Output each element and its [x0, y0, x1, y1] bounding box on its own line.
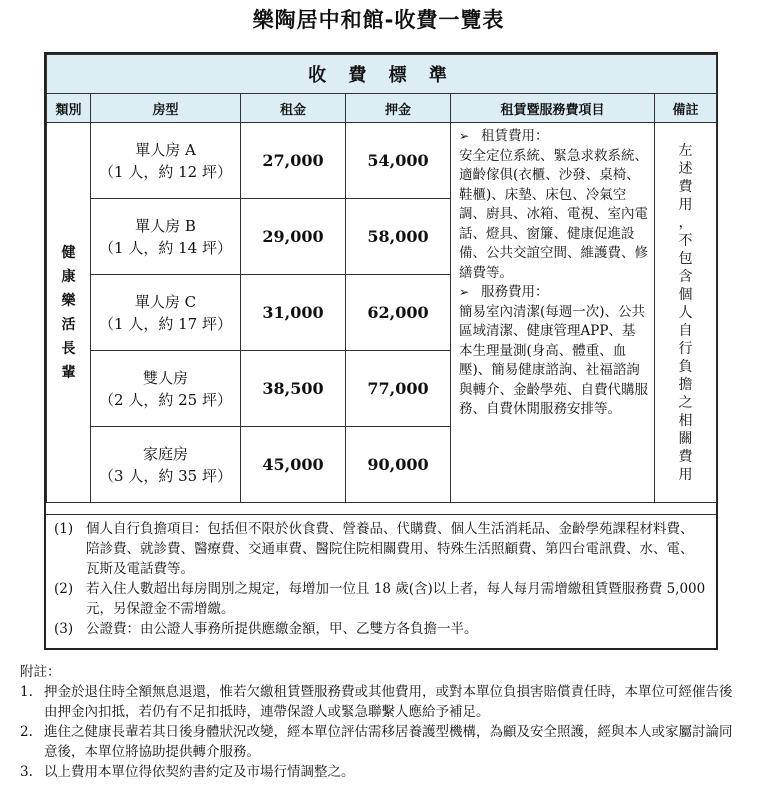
table-banner: 收 費 標 準 [47, 55, 717, 94]
rent-cell: 31,000 [241, 275, 346, 351]
header-room-type: 房型 [91, 94, 241, 123]
rent-cell: 45,000 [241, 427, 346, 503]
header-category: 類別 [47, 94, 91, 123]
footnote-item: (1) 個人自行負擔項目：包括但不限於伙食費、營養品、代購費、個人生活消耗品、金齡學苑課程材料費、陪診費、就診費、醫療費、交通車費、醫院住院相關費用、特殊生活照顧費、第四台電訊費、水、電、瓦斯及電話費等。 [54, 521, 694, 577]
header-items: 租賃暨服務費項目 [451, 94, 655, 123]
fee-table [46, 54, 717, 503]
rent-cell: 27,000 [241, 123, 346, 199]
rent-cell: 29,000 [241, 199, 346, 275]
header-rent: 租金 [241, 94, 346, 123]
deposit-cell: 77,000 [346, 351, 451, 427]
appendix-item: 1. 押金於退住時全額無息退還，惟若欠繳租賃暨服務費或其他費用，或對本單位負損害賠償責任時，本單位可經催告後由押金內扣抵，若仍有不足扣抵時，連帶保證人或緊急聯繫人應給予補足。 [20, 684, 733, 720]
room-type-cell: 單人房 C （1 人，約 17 坪） [91, 275, 241, 351]
rent-cell: 38,500 [241, 351, 346, 427]
remarks-cell: 左 述 費 用 ， 不 包 含 個 人 自 行 負 擔 之 相 關 費 用 [655, 123, 717, 503]
header-remarks: 備註 [655, 94, 717, 123]
table-row [47, 123, 717, 199]
deposit-cell: 90,000 [346, 427, 451, 503]
footnotes [46, 514, 716, 639]
items-cell: ➢ 租賃費用： 安全定位系統、緊急求救系統、適齡傢俱(衣櫃、沙發、桌椅、鞋櫃)、床墊、床包、冷氣空調、廚具、冰箱、電視、室內電話、燈具、窗簾、健康促進設備、公共交誼空間、維護費、修繕費等。 ➢ 服務費用： 簡易室內清潔(每週一次)、公共區域清潔、健康管理APP、基本生理量測(身高、體重、血壓)、簡易健康諮詢、社福諮詢與轉介、金齡學苑、自費代購服務、自費休閒服務安排等。 [451, 123, 655, 503]
page-title: 樂陶居中和館-收費一覽表 [252, 8, 505, 32]
room-type-cell: 單人房 B （1 人，約 14 坪） [91, 199, 241, 275]
footnote-item: (2) 若入住人數超出每房間別之規定，每增加一位且 18 歲(含)以上者，每人每月需增繳租賃暨服務費 5,000 元，另保證金不需增繳。 [54, 581, 706, 617]
service-items-text: 簡易室內清潔(每週一次)、公共區域清潔、健康管理APP、基本生理量測(身高、體重、血壓)、簡易健康諮詢、社福諮詢與轉介、金齡學苑、自費代購服務、自費休閒服務安排等。 [459, 303, 648, 417]
arrow-icon: ➢ [459, 129, 470, 143]
fee-standard-frame [44, 52, 718, 650]
category-cell: 健 康 樂 活 長 輩 [47, 123, 91, 503]
appendix-item: 3. 以上費用本單位得依契約書約定及市場行情調整之。 [20, 764, 355, 780]
appendix-label: 附註： [20, 664, 61, 680]
rental-items-text: 安全定位系統、緊急求救系統、適齡傢俱(衣櫃、沙發、桌椅、鞋櫃)、床墊、床包、冷氣空調、廚具、冰箱、電視、室內電話、燈具、窗簾、健康促進設備、公共交誼空間、維護費、修繕費等。 [459, 147, 648, 281]
appendix-notes [20, 662, 740, 782]
room-type-cell: 家庭房 （3 人，約 35 坪） [91, 427, 241, 503]
arrow-icon: ➢ [459, 285, 470, 299]
header-deposit: 押金 [346, 94, 451, 123]
deposit-cell: 54,000 [346, 123, 451, 199]
room-type-cell: 雙人房 （2 人，約 25 坪） [91, 351, 241, 427]
deposit-cell: 58,000 [346, 199, 451, 275]
appendix-item: 2. 進住之健康長輩若其日後身體狀況改變，經本單位評估需移居養護型機構，為顧及安全照護，經與本人或家屬討論同意後，本單位將協助提供轉介服務。 [20, 724, 733, 760]
room-type-cell: 單人房 A （1 人，約 12 坪） [91, 123, 241, 199]
deposit-cell: 62,000 [346, 275, 451, 351]
footnote-item: (3) 公證費：由公證人事務所提供應繳金額，甲、乙雙方各負擔一半。 [54, 621, 478, 637]
